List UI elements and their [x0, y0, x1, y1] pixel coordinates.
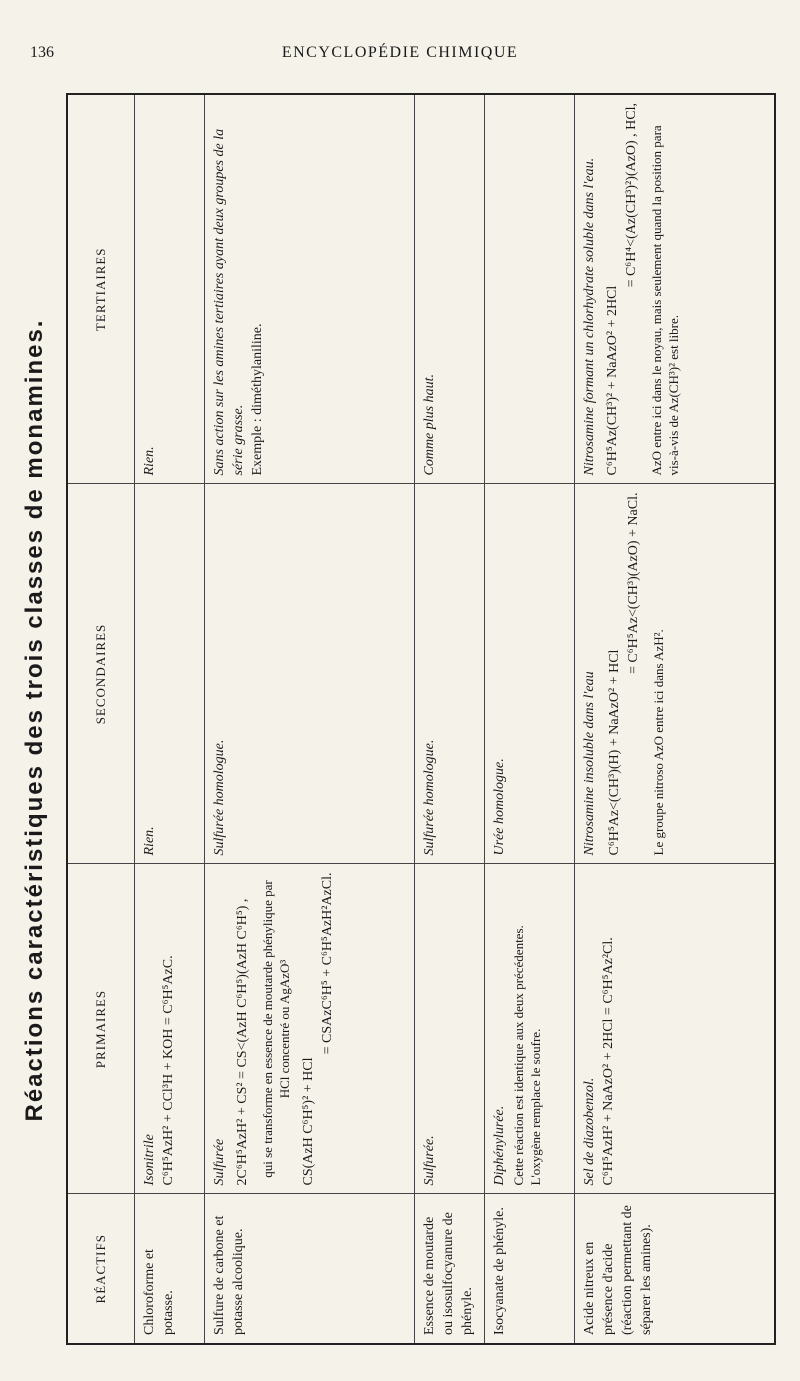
page-header [0, 44, 800, 74]
rotated-table-region [14, 95, 769, 1345]
note-line: Cette réaction est identique aux deux précédentes. L'oxygène remplace le soufre. [510, 925, 544, 1186]
table-title: Réactions caractéristiques des trois classes de monamines. [21, 318, 48, 1122]
reaction-name: Sulfurée homologue. [212, 739, 227, 856]
reaction-name: Rien. [142, 826, 157, 856]
primaires-cell [485, 864, 575, 1194]
formula-line: C⁶H⁵Az(CH³)² + NaAzO² + 2HCl [604, 285, 620, 476]
reaction-name: Sulfurée. [422, 1135, 437, 1186]
reaction-name: Comme plus haut. [422, 374, 437, 476]
reaction-name: Urée homologue. [492, 758, 507, 856]
secondaires-cell [415, 484, 485, 864]
reaction-name: Sans action sur les amines tertiaires ayant deux groupes de la série grasse. [212, 128, 246, 476]
reaction-name: Nitrosamine insoluble dans l'eau [582, 671, 597, 856]
page-number: 136 [30, 44, 54, 61]
reaction-name: Isonitrile [142, 1134, 157, 1186]
reaction-name: Rien. [142, 446, 157, 476]
reactif-cell: Sulfure de carbone et potasse alcoolique. [205, 1194, 415, 1344]
tertiaires-cell [205, 94, 415, 484]
primaires-cell [135, 864, 205, 1194]
reaction-name: Sulfurée homologue. [422, 739, 437, 856]
primaires-cell [415, 864, 485, 1194]
note-line: qui se transforme en essence de moutarde phénylique par HCl concentré ou AgAzO³ [259, 880, 293, 1178]
running-title: ENCYCLOPÉDIE CHIMIQUE [281, 44, 519, 61]
formula-line: C⁶H⁵AzH² + NaAzO² + 2HCl = C⁶H⁵Az²Cl. [600, 937, 616, 1186]
tertiaires-cell [415, 94, 485, 484]
header-secondaires: SECONDAIRES [67, 484, 135, 864]
table-row [415, 94, 485, 1344]
formula-line: CS(AzH C⁶H⁵)² + HCl [300, 1057, 316, 1186]
table-row [205, 94, 415, 1344]
reactif-cell: Isocyanate de phényle. [485, 1194, 575, 1344]
reaction-name: Sulfurée [212, 1138, 227, 1186]
reactif-cell: Acide nitreux en présence d'acide (réaction permettant de séparer les amines). [575, 1194, 775, 1344]
tertiaires-cell [135, 94, 205, 484]
reaction-name: Nitrosamine formant un chlorhydrate soluble dans l'eau. [582, 157, 597, 476]
table-row [575, 94, 775, 1344]
table-row [485, 94, 575, 1344]
secondaires-cell [485, 484, 575, 864]
reactions-table [66, 93, 776, 1345]
formula-line: C⁶H⁵Az<(CH³)(H) + NaAzO² + HCl [606, 649, 622, 856]
header-tertiaires: TERTIAIRES [67, 94, 135, 484]
secondaires-cell [205, 484, 415, 864]
example-line: Exemple : diméthylaniline. [249, 323, 265, 476]
header-primaires: PRIMAIRES [67, 864, 135, 1194]
header-row [67, 94, 135, 1344]
secondaires-cell [135, 484, 205, 864]
primaires-cell [575, 864, 775, 1194]
reaction-name: Diphénylurée. [492, 1105, 507, 1186]
note-line: AzO entre ici dans le noyau, mais seulement quand la position para vis-à-vis de Az(CH³)² est libre. [648, 125, 682, 476]
tertiaires-cell [485, 94, 575, 484]
primaires-cell [205, 864, 415, 1194]
reactif-cell: Essence de moutarde ou isosulfocyanure de phényle. [415, 1194, 485, 1344]
reactif-cell: Chloroforme et potasse. [135, 1194, 205, 1344]
secondaires-cell [575, 484, 775, 864]
formula-line: = CSAzC⁶H⁵ + C⁶H⁵AzH²AzCl. [319, 872, 335, 1055]
table-row [135, 94, 205, 1344]
formula-line: = C⁶H⁴<(Az(CH³)²)(AzO) , HCl, [623, 103, 639, 288]
formula-line: 2C⁶H⁵AzH² + CS² = CS<(AzH C⁶H⁵)(AzH C⁶H⁵) , [234, 898, 250, 1186]
header-reactifs: RÉACTIFS [67, 1194, 135, 1344]
reaction-name: Sel de diazobenzol. [582, 1077, 597, 1186]
note-line: Le groupe nitroso AzO entre ici dans AzH². [650, 629, 666, 856]
formula-line: C⁶H⁵AzH² + CCl³H + KOH = C⁶H⁵AzC. [160, 955, 176, 1186]
formula-line: = C⁶H⁵Az<(CH³)(AzO) + NaCl. [625, 492, 641, 675]
tertiaires-cell [575, 94, 775, 484]
